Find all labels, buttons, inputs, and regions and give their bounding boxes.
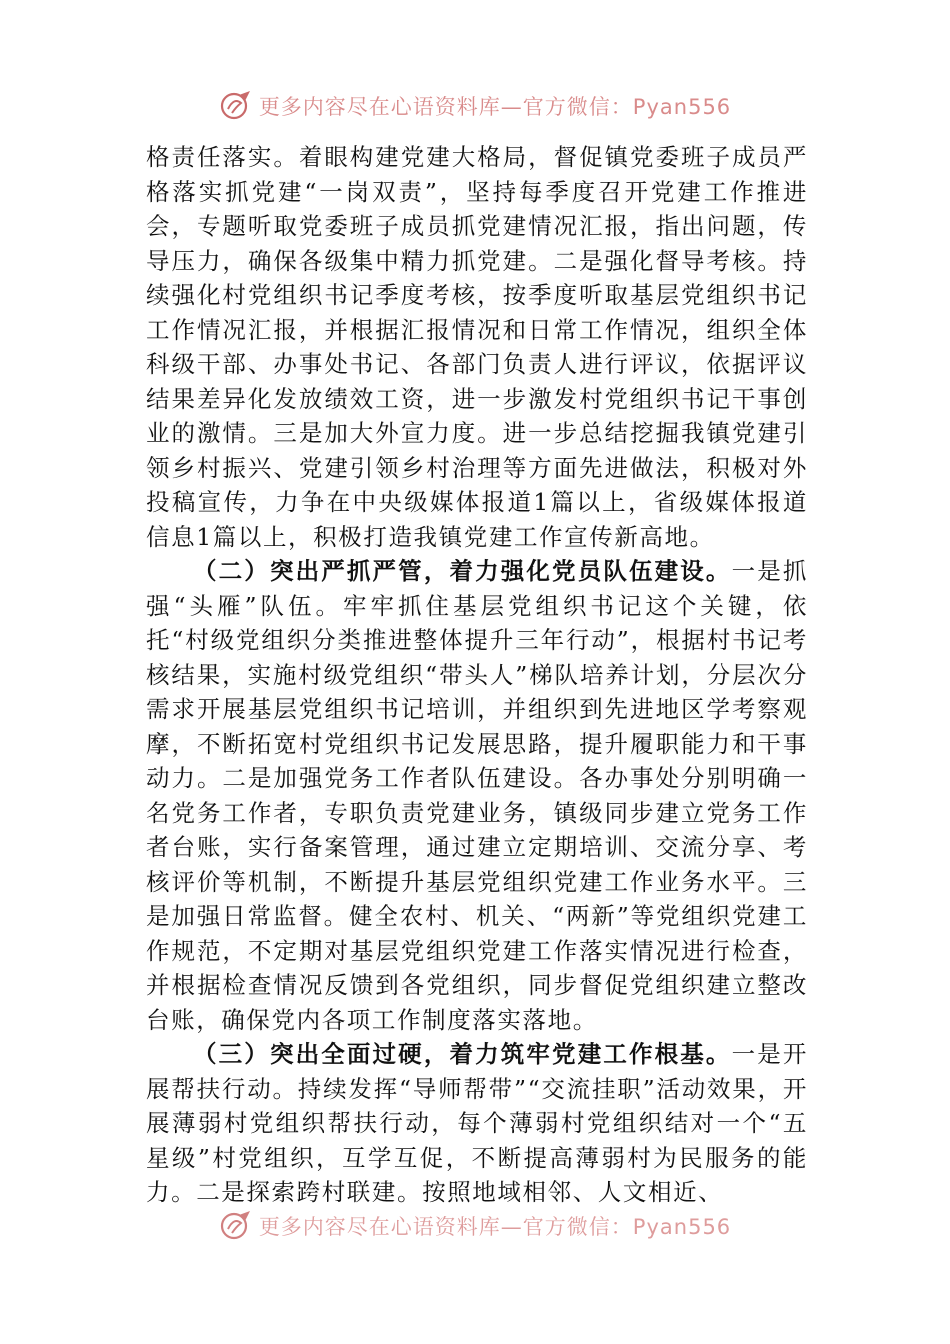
watermark-text: 更多内容尽在心语资料库—官方微信：Pyan556	[258, 95, 732, 119]
paragraph-3	[146, 1037, 808, 1210]
paragraph-2-text: 一是抓强“头雁”队伍。牢牢抓住基层党组织书记这个关键，依托“村级党组织分类推进整体提升三年行动”，根据村书记考核结果，实施村级党组织“带头人”梯队培养计划，分层次分需求开展基层党组织书记培训，并组织到先进地区学考察观摩，不断拓宽村党组织书记发展思路，提升履职能力和干事动力。二是加强党务工作者队伍建设。各办事处分别明确一名党务工作者，专职负责党建业务，镇级同步建立党务工作者台账，实行备案管理，通过建立定期培训、交流分享、考核评价等机制，不断提升基层党组织党建工作业务水平。三是加强日常监督。健全农村、机关、“两新”等党组织党建工作规范，不定期对基层党组织党建工作落实情况进行检查，并根据检查情况反馈到各党组织，同步督促党组织建立整改台账，确保党内各项工作制度落实落地。	[146, 557, 808, 1034]
watermark-footer-logo-icon	[219, 1209, 253, 1243]
watermark-footer	[0, 1208, 950, 1244]
section-2-heading: （二）突出严抓严管，着力强化党员队伍建设。	[193, 557, 732, 585]
paragraph-3-text: 一是开展帮扶行动。持续发挥“导师帮带”“交流挂职”活动效果，开展薄弱村党组织帮扶行动，每个薄弱村党组织结对一个“五星级”村党组织，互学互促，不断提高薄弱村为民服务的能力。二是探索跨村联建。按照地域相邻、人文相近、	[146, 1040, 808, 1206]
paragraph-1	[146, 140, 808, 554]
section-3-heading: （三）突出全面过硬，着力筑牢党建工作根基。	[193, 1040, 732, 1068]
paragraph-2	[146, 554, 808, 1037]
watermark-footer-text: 更多内容尽在心语资料库—官方微信：Pyan556	[258, 1215, 732, 1239]
watermark-header	[0, 88, 950, 124]
watermark-logo-icon	[219, 89, 253, 123]
paragraph-1-text: 格责任落实。着眼构建党建大格局，督促镇党委班子成员严格落实抓党建“一岗双责”，坚持每季度召开党建工作推进会，专题听取党委班子成员抓党建情况汇报，指出问题，传导压力，确保各级集中精力抓党建。二是强化督导考核。持续强化村党组织书记季度考核，按季度听取基层党组织书记工作情况汇报，并根据汇报情况和日常工作情况，组织全体科级干部、办事处书记、各部门负责人进行评议，依据评议结果差异化发放绩效工资，进一步激发村党组织书记干事创业的激情。三是加大外宣力度。进一步总结挖掘我镇党建引领乡村振兴、党建引领乡村治理等方面先进做法，积极对外投稿宣传，力争在中央级媒体报道1篇以上，省级媒体报道信息1篇以上，积极打造我镇党建工作宣传新高地。	[146, 143, 808, 551]
document-body	[146, 140, 808, 1210]
